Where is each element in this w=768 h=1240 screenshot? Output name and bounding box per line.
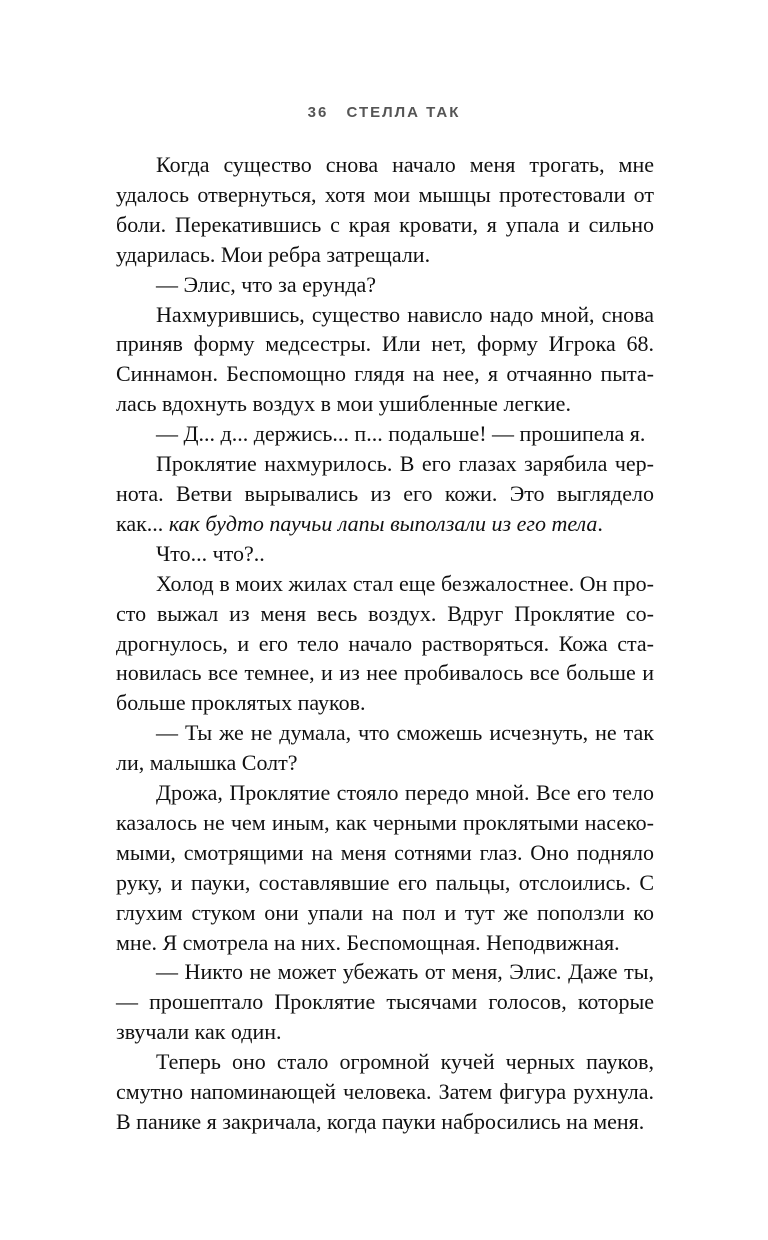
paragraph-text-end: .	[597, 510, 603, 536]
dialogue-line: — Ты же не думала, что сможешь исчезнуть, не так ли, малышка Солт?	[116, 720, 654, 776]
paragraph: Что... что?..	[156, 540, 265, 566]
page-number: 36	[307, 104, 329, 121]
paragraph: Теперь оно стало огромной кучей черных пауков, смутно напоминающей человека. Затем фигура рухнула. В панике я закричала, когда пауки набросились на меня.	[116, 1049, 654, 1134]
paragraph: Дрожа, Проклятие стояло передо мной. Все его тело казалось не чем иным, как черными проклятыми насекомыми, смотрящими на меня сотнями глаз. Оно подняло руку, и пауки, составлявшие его пальцы, отслоились. С глухим стуком они упали на пол и тут же поползли ко мне. Я смотрела на них. Беспомощная. Неподвижная.	[116, 780, 654, 955]
italic-phrase: как будто паучьи лапы выползали из его тела	[168, 510, 598, 536]
running-head	[0, 104, 768, 121]
running-head-author: СТЕЛЛА ТАК	[346, 104, 461, 121]
body-text	[116, 150, 654, 1137]
dialogue-line: — Элис, что за ерунда?	[156, 271, 377, 297]
dialogue-line: — Никто не может убежать от меня, Элис. Даже ты, — прошептало Проклятие тысячами голосов, которые звучали как один.	[116, 959, 654, 1045]
paragraph: Нахмурившись, существо нависло надо мной, снова приняв форму медсестры. Или нет, форму Игрока 68. Синнамон. Беспомощно глядя на нее, я отчаянно пыталась вдохнуть воздух в мои ушибленные легкие.	[116, 301, 654, 417]
paragraph-text: Проклятие нахмурилось. В его глазах зарябила чернота. Ветви вырывались из его кожи. Это выглядело как...	[116, 451, 654, 536]
paragraph: Когда существо снова начало меня трогать, мне удалось отвернуться, хотя мои мышцы протестовали от боли. Перекатившись с края кровати, я упала и сильно ударилась. Мои ребра затрещали.	[116, 152, 654, 267]
dialogue-line: — Д... д... держись... п... подальше! — прошипела я.	[156, 421, 646, 447]
paragraph	[116, 449, 654, 539]
paragraph: Холод в моих жилах стал еще безжалостнее. Он просто выжал из меня весь воздух. Вдруг Проклятие содрогнулось, и его тело начало растворяться. Кожа становилась все темнее, и из нее пробивалось все больше и больше проклятых пауков.	[116, 570, 654, 716]
